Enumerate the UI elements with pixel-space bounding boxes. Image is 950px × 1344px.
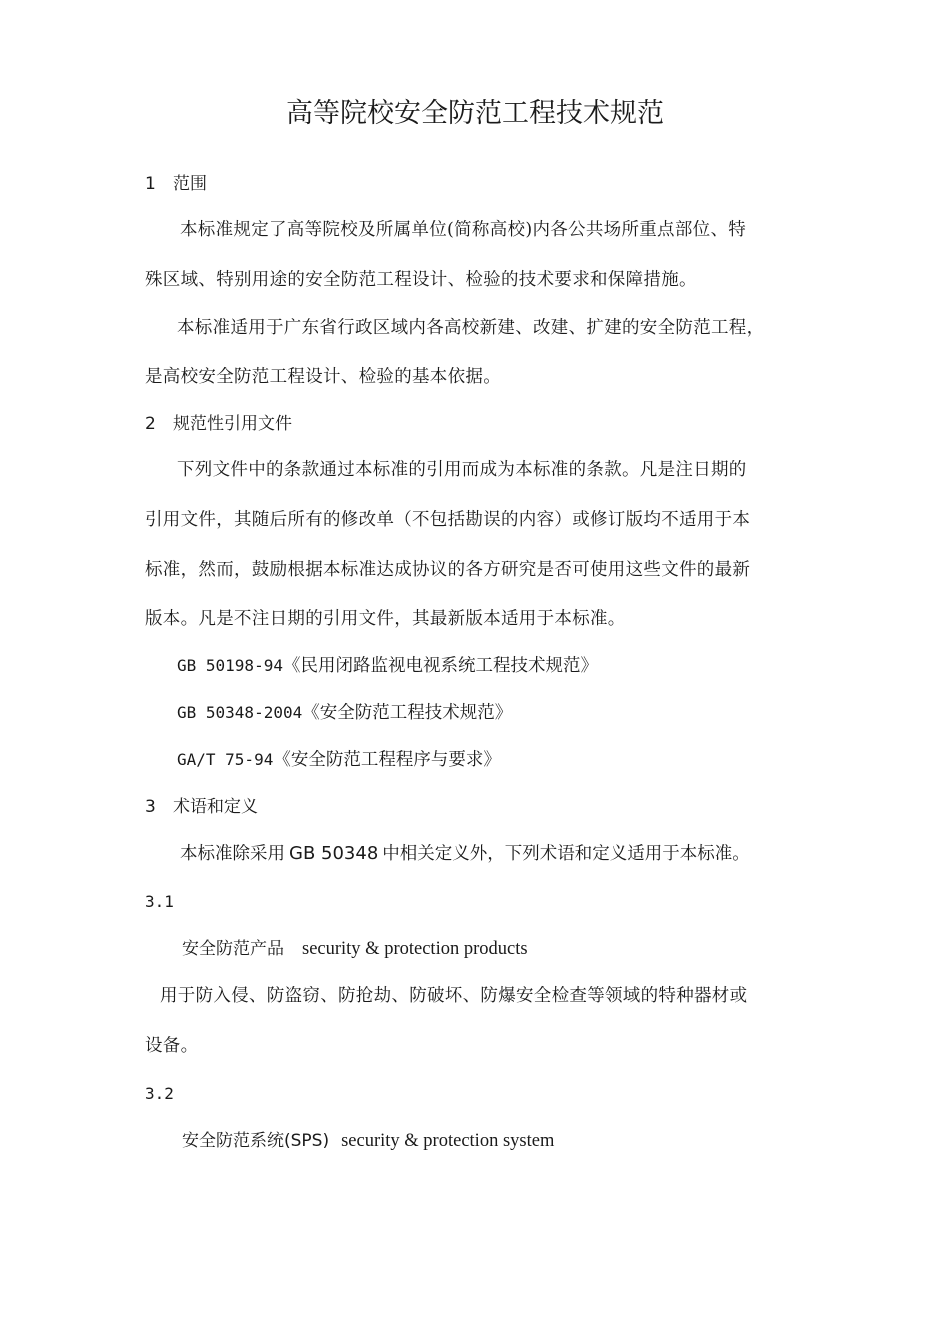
paragraph-line: 引用文件，其随后所有的修改单（不包括勘误的内容）或修订版均不适用于本 xyxy=(145,510,751,530)
reference-name: 《安全防范工程程序与要求》 xyxy=(273,750,501,770)
paragraph-line: 标准，然而，鼓励根据本标准达成协议的各方研究是否可使用这些文件的最新 xyxy=(145,560,751,580)
reference-code: GA/T 75-94 xyxy=(177,750,274,769)
paragraph-line: 下列文件中的条款通过本标准的引用而成为本标准的条款。凡是注日期的 xyxy=(177,460,747,480)
section-title: 范围 xyxy=(173,174,207,194)
document-title: 高等院校安全防范工程技术规范 xyxy=(286,98,664,129)
section-title: 规范性引用文件 xyxy=(173,414,292,434)
paragraph-line: 是高校安全防范工程设计、检验的基本依据。 xyxy=(145,367,501,387)
text-segment: 本标准除采用 xyxy=(180,844,285,864)
reference-item xyxy=(177,705,512,723)
term-heading xyxy=(182,1132,554,1151)
paragraph-line: 版本。凡是不注日期的引用文件，其最新版本适用于本标准。 xyxy=(145,609,626,629)
section-number: 2 xyxy=(145,414,156,434)
section-heading-scope xyxy=(145,176,207,193)
terms-intro-paragraph xyxy=(180,845,750,864)
term-heading xyxy=(182,940,528,959)
section-title: 术语和定义 xyxy=(173,797,258,817)
term-english: security & protection products xyxy=(302,939,528,959)
paragraph-line: 殊区域、特别用途的安全防范工程设计、检验的技术要求和保障措施。 xyxy=(145,270,697,290)
term-definition-line: 设备。 xyxy=(145,1036,199,1056)
reference-item xyxy=(177,658,598,676)
section-heading-terms xyxy=(145,799,258,816)
section-number: 3 xyxy=(145,797,156,817)
reference-code: GB 50348 xyxy=(289,843,379,864)
reference-code: GB 50198-94 xyxy=(177,656,283,675)
section-number: 1 xyxy=(145,174,156,194)
paragraph-line: 本标准规定了高等院校及所属单位(简称高校)内各公共场所重点部位、特 xyxy=(180,220,747,240)
reference-code: GB 50348-2004 xyxy=(177,703,303,722)
term-number: 3.1 xyxy=(145,892,174,911)
term-name: 安全防范系统(SPS) xyxy=(182,1131,330,1151)
term-name: 安全防范产品 xyxy=(182,939,284,959)
reference-name: 《民用闭路监视电视系统工程技术规范》 xyxy=(282,656,598,676)
term-english: security & protection system xyxy=(341,1131,555,1151)
paragraph-line: 本标准适用于广东省行政区域内各高校新建、改建、扩建的安全防范工程， xyxy=(177,318,765,338)
reference-name: 《安全防范工程技术规范》 xyxy=(302,703,513,723)
reference-item xyxy=(177,752,501,770)
section-heading-references xyxy=(145,416,292,433)
term-number: 3.2 xyxy=(145,1084,174,1103)
text-segment: 中相关定义外，下列术语和定义适用于本标准。 xyxy=(382,844,750,864)
term-definition-line: 用于防入侵、防盗窃、防抢劫、防破坏、防爆安全检查等领域的特种器材或 xyxy=(160,986,748,1006)
